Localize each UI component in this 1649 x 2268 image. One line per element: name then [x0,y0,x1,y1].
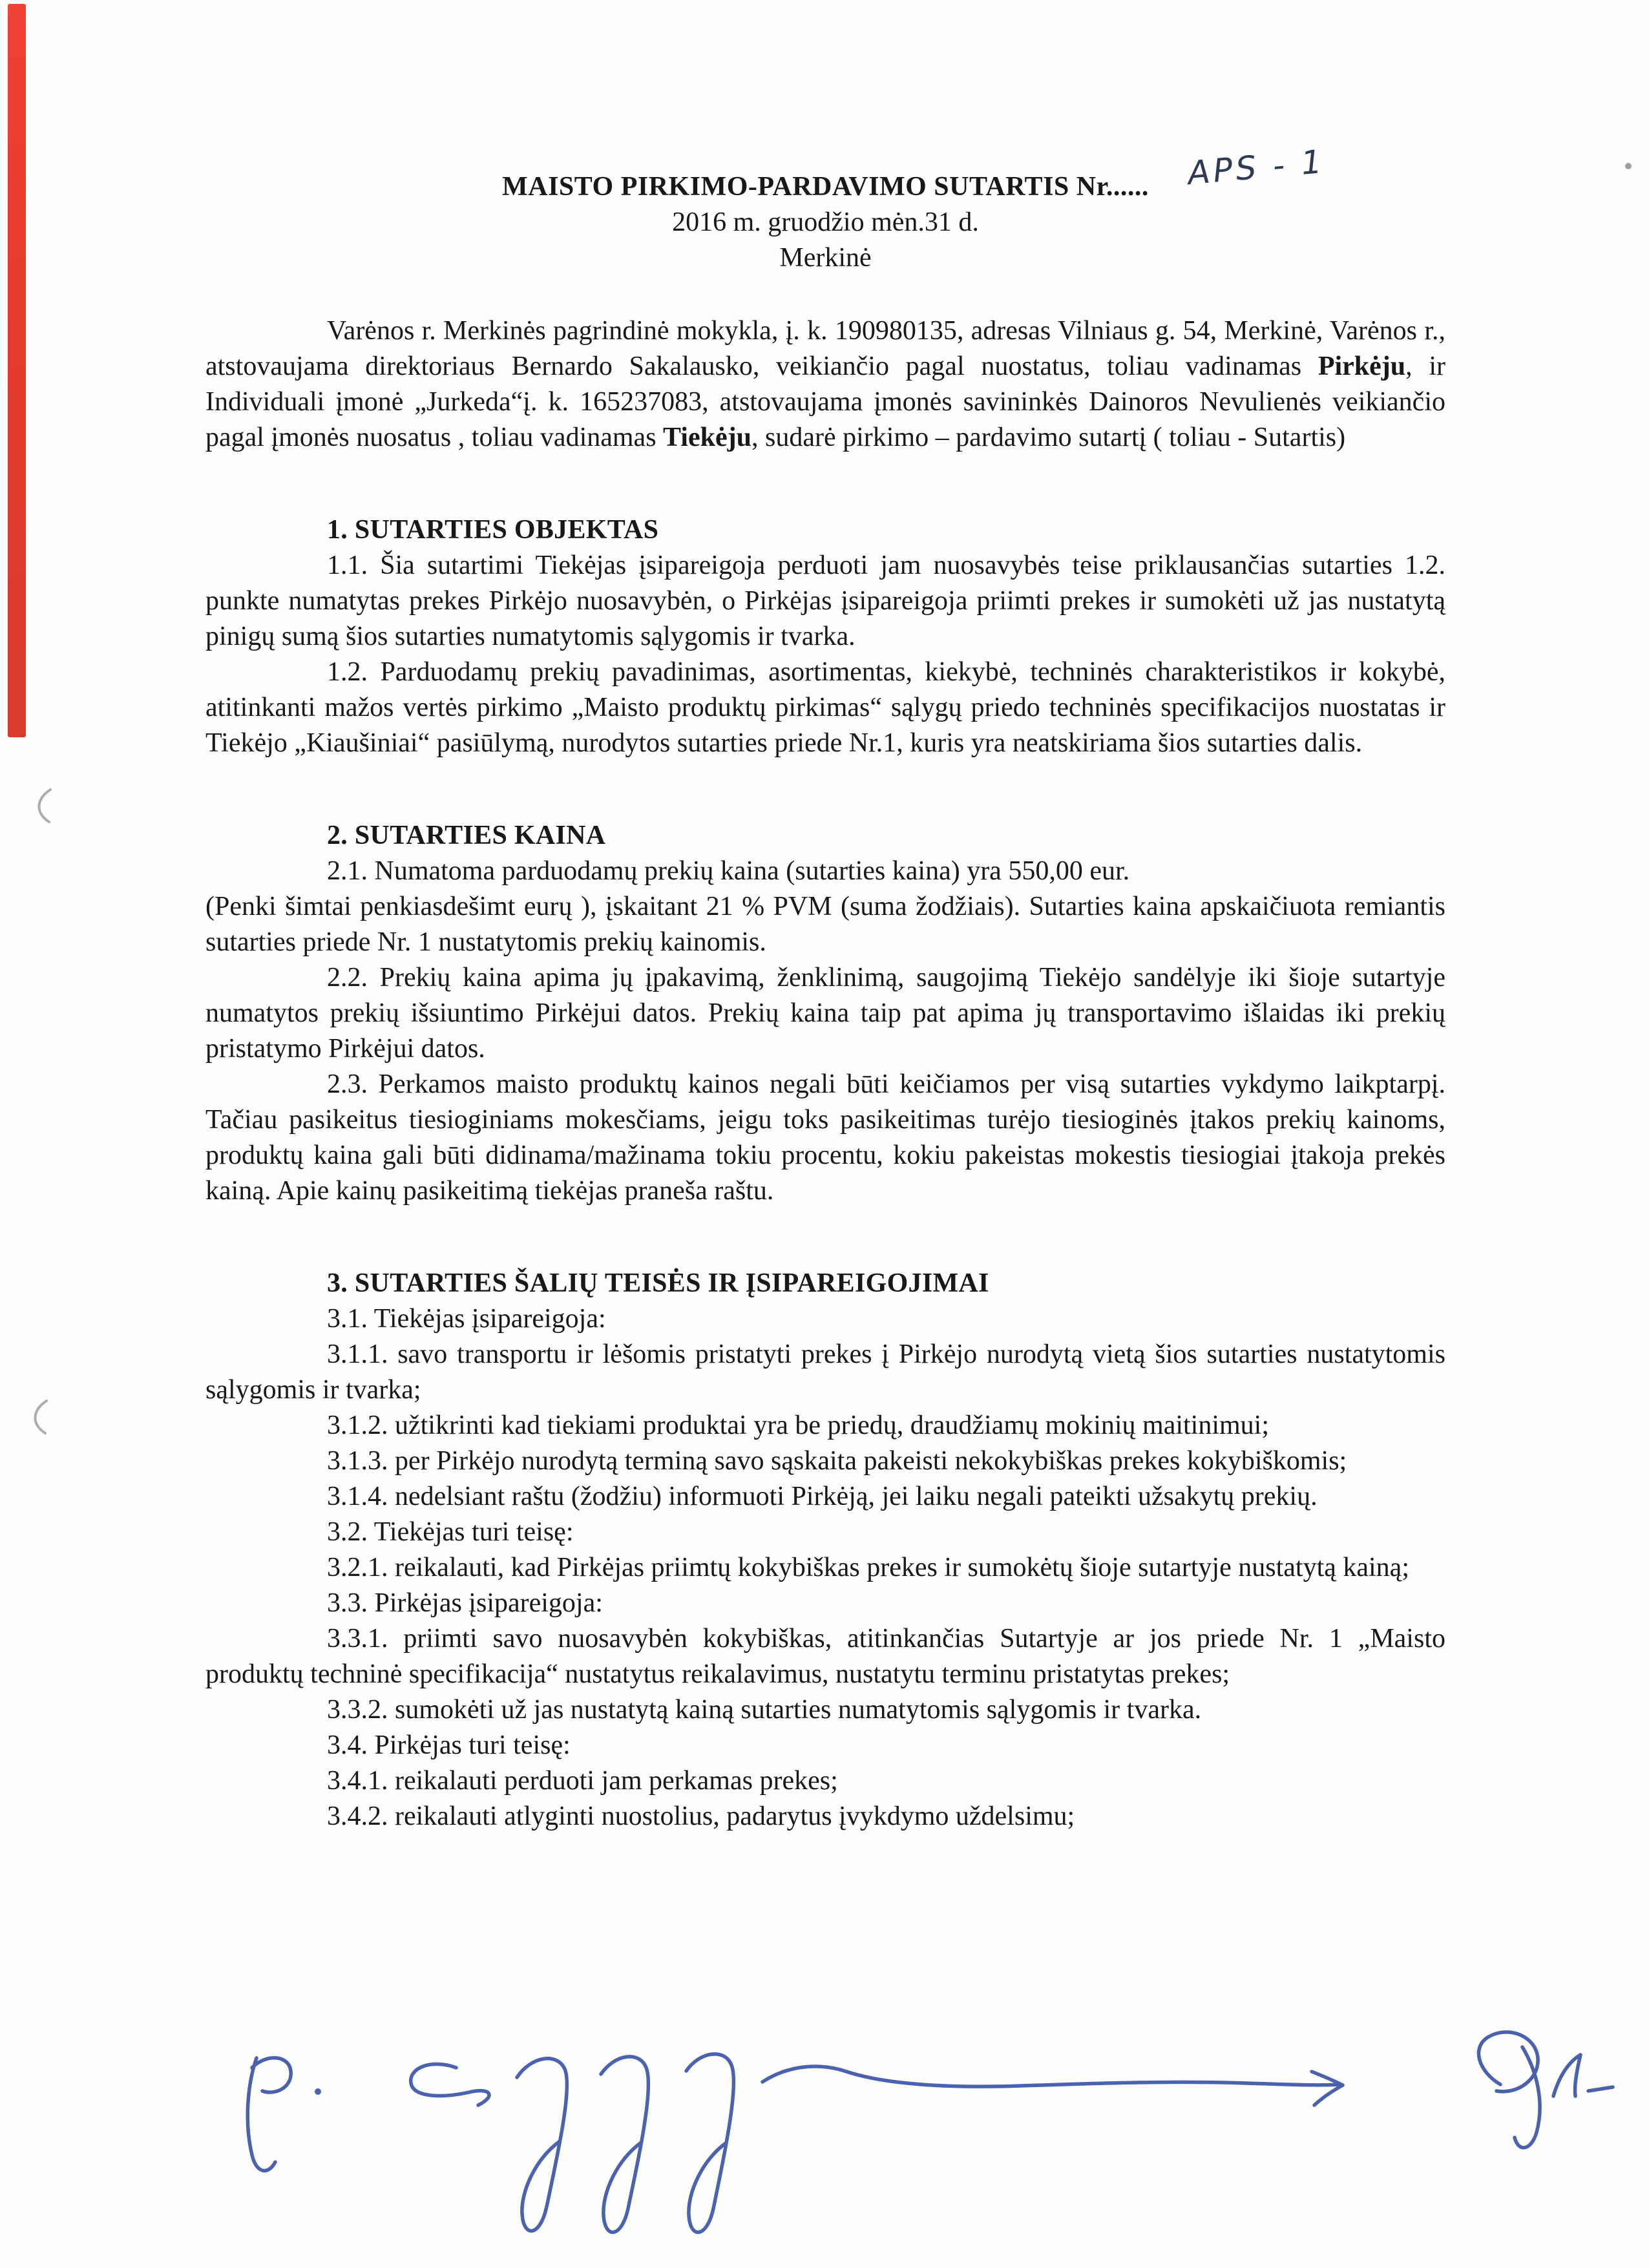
handwritten-contract-number: APS - 1 [1186,142,1327,193]
clause-3-1: 3.1. Tiekėjas įsipareigoja: [327,1304,606,1334]
clause-2-1: 2.1. Numatoma parduodamų prekių kaina (sutarties kaina) yra 550,00 eur. [327,856,1130,886]
section-1-objektas [205,512,1445,761]
signature-buyer-loop-3 [686,2054,733,2232]
term-pirkeju: Pirkėju [1318,352,1406,381]
section-1-heading: 1. SUTARTIES OBJEKTAS [327,515,659,545]
clause-3-1-1: 3.1.1. savo transportu ir lėšomis pristatyti prekes į Pirkėjo nurodytą vietą šios sutarties nustatytomis sąlygomis ir tvarka; [205,1339,1445,1405]
clause-3-3-1: 3.3.1. priimti savo nuosavybėn kokybiškas, atitinkančias Sutartyje ar jos priede Nr. 1 „Maisto produktų techninė specifikacija“ nustatytus reikalavimus, nustatytu terminu pristatytas prekes; [205,1624,1445,1689]
clause-3-2-1: 3.2.1. reikalauti, kad Pirkėjas priimtų kokybiškas prekes ir sumokėtų šioje sutartyje nustatytą kainą; [327,1553,1409,1582]
clause-3-2: 3.2. Tiekėjas turi teisę: [327,1517,574,1547]
clause-3-1-3: 3.1.3. per Pirkėjo nurodytą terminą savo sąskaita pakeisti nekokybiškas prekes kokybiškomis; [327,1446,1347,1476]
clause-1-2: 1.2. Parduodamų prekių pavadinimas, asortimentas, kiekybė, techninės charakteristikos ir kokybė, atitinkanti mažos vertės pirkimo „Maisto produktų pirkimas“ sąlygų priedo techninės specifikacijos nuostatas ir Tiekėjo „Kiaušiniai“ pasiūlymą, nurodytos sutarties priede Nr.1, kuris yra neatskiriama šios sutarties dalis. [205,657,1445,758]
document-content [205,142,1445,1834]
edge-curl-mark-2 [35,1401,47,1433]
clause-3-3-2: 3.3.2. sumokėti už jas nustatytą kainą sutarties numatytomis sąlygomis ir tvarka. [327,1695,1202,1725]
term-tiekeju: Tiekėju [663,423,751,452]
scan-edge-red-stripe [8,4,26,737]
signature-buyer-s [411,2064,489,2105]
clause-2-3: 2.3. Perkamos maisto produktų kainos negali būti keičiamos per visą sutarties vykdymo laikptarpį. Tačiau pasikeitus tiesioginiams mokesčiams, jeigu toks pasikeitimas turėjo tiesioginės įtakos prekių kainoms, produktų kaina gali būti didinama/mažinama tokiu procentu, kokiu pakeistas mokestis tiesiogiai įtakoja prekės kainą. Apie kainų pasikeitimą tiekėjas praneša raštu. [205,1069,1445,1206]
signature-buyer-tail [762,2066,1339,2086]
signature-buyer [247,2054,1343,2232]
edge-curl-marks [35,790,50,1433]
signature-buyer-loop-1 [517,2059,567,2231]
section-2-heading: 2. SUTARTIES KAINA [327,821,606,850]
intro-text-1: Varėnos r. Merkinės pagrindinė mokykla, į. k. 190980135, adresas Vilniaus g. 54, Merkinė, Varėnos r., atstovaujama direktoriaus Bernardo Sakalausko, veikiančio pagal nuostatus, toliau vadinamas [205,316,1445,381]
clause-3-4-2: 3.4.2. reikalauti atlyginti nuostolius, padarytus įvykdymo uždelsimu; [327,1801,1075,1831]
signature-buyer-dot [315,2088,321,2095]
section-3-teises [205,1266,1445,1834]
clause-3-1-4: 3.1.4. nedelsiant raštu (žodžiu) informuoti Pirkėją, jei laiku negali pateikti užsakytų prekių. [327,1482,1318,1511]
title-block [205,142,1445,276]
clause-2-1-continued: (Penki šimtai penkiasdešimt eurų ), įskaitant 21 % PVM (suma žodžiais). Sutarties kaina apskaičiuota remiantis sutarties priede Nr. 1 nustatytomis prekių kainomis. [205,892,1445,957]
clause-3-4: 3.4. Pirkėjas turi teisę: [327,1730,571,1760]
clause-1-1: 1.1. Šia sutartimi Tiekėjas įsipareigoja perduoti jam nuosavybės teise priklausančias sutarties 1.2. punkte numatytas prekes Pirkėjo nuosavybėn, o Pirkėjas įsipareigoja priimti prekes ir sumokėti už jas nustatytą pinigų sumą šios sutarties numatytomis sąlygomis ir tvarka. [205,551,1445,651]
intro-paragraph [205,313,1445,456]
signature-buyer-initial [247,2058,275,2170]
clause-3-4-1: 3.4.1. reikalauti perduoti jam perkamas prekes; [327,1766,838,1796]
clause-3-1-2: 3.1.2. užtikrinti kad tiekiami produktai yra be priedų, draudžiamų mokinių maitinimui; [327,1411,1270,1440]
scan-dust-dot [1625,163,1632,169]
signature-supplier-h [1553,2055,1581,2096]
document-date: 2016 m. gruodžio mėn.31 d. [672,207,979,237]
section-3-heading: 3. SUTARTIES ŠALIŲ TEISĖS IR ĮSIPAREIGOJIMAI [327,1268,989,1298]
edge-curl-mark-1 [39,790,50,822]
signature-buyer-flick [1312,2072,1343,2105]
section-2-kaina [205,818,1445,1209]
signature-buyer-loop-2 [601,2057,648,2232]
signature-supplier-loop [1478,2032,1538,2092]
signature-supplier [1478,2032,1613,2148]
signature-buyer-initial-loop [252,2058,291,2092]
signature-supplier-descender [1515,2047,1540,2148]
clause-2-2: 2.2. Prekių kaina apima jų įpakavimą, ženklinimą, saugojimą Tiekėjo sandėlyje iki šioje sutartyje numatytos prekių išsiuntimo Pirkėjui datos. Prekių kaina taip pat apima jų transportavimo išlaidas iki prekių pristatymo Pirkėjui datos. [205,963,1445,1064]
clause-3-3: 3.3. Pirkėjas įsipareigoja: [327,1588,603,1618]
intro-text-3: , sudarė pirkimo – pardavimo sutartį ( toliau - Sutartis) [751,423,1346,452]
document-title: MAISTO PIRKIMO-PARDAVIMO SUTARTIS Nr...... [502,172,1149,202]
intro-text-2: , ir Individuali įmonė „Jurkeda“į. k. 165237083, atstovaujama įmonės savininkės Dainoros Nevulienės veikiančio pagal įmonės nuosatus , toliau vadinamas [205,352,1445,452]
document-place: Merkinė [779,243,872,273]
signature-supplier-dash [1588,2087,1613,2091]
